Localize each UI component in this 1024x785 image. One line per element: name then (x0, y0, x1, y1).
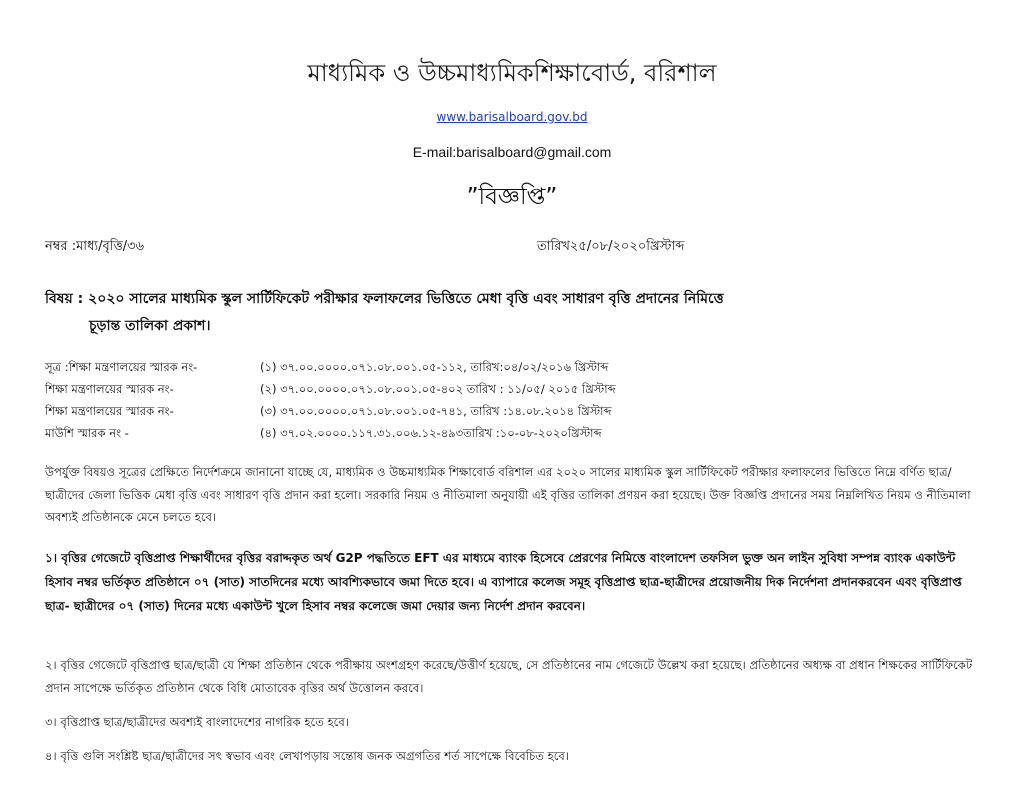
reference-value: (৪) ৩৭.০২.০০০০.১১৭.৩১.০০৬.১২-৪৯৩তারিখ :১০-০৮-২০২০খ্রিস্টাব্দ (260, 426, 602, 440)
reference-label: শিক্ষা মন্ত্রণালয়ের স্মারক নং- (45, 382, 174, 396)
rule-point-4: ৪। বৃত্তি গুলি সংশ্লিষ্ট ছাত্র/ছাত্রীদের সৎ স্বভাব এবং লেখাপড়ায় সন্তোষ জনক অগ্রগতির শর্ত সাপেক্ষে বিবেচিত হবে। (45, 749, 570, 763)
reference-row (45, 378, 616, 400)
memo-number: নম্বর :মাধ্য/বৃত্তি/৩৬ (45, 239, 145, 254)
reference-value: (৩) ৩৭.০০.০০০০.০৭১.০৮.০০১.০৫-৭৪১, তারিখ :১৪.০৮.২০১৪ খ্রিস্টাব্দ (260, 404, 612, 418)
rule-point-1: ১। বৃত্তির গেজেটে বৃত্তিপ্রাপ্ত শিক্ষার্থীদের বৃত্তির বরাদ্দকৃত অর্থ G2P পদ্ধতিতে EFT এর মাধ্যমে ব্যাংক হিসেবে প্রেরণের নিমিত্তে বাংলাদেশ তফসিল ভুক্ত অন লাইন সুবিধা সম্পন্ন ব্যাংক একাউন্ট হিসাব নম্বর ভর্তিকৃত প্রতিষ্ঠানে ০৭ (সাত) সাতদিনের মধ্যে আবশ্যিকভাবে জমা দিতে হবে। এ ব্যাপারে কলেজ সমূহ বৃত্তিপ্রাপ্ত ছাত্র-ছাত্রীদের প্রয়োজনীয় দিক নির্দেশনা প্রদানকরবেন এবং বৃত্তিপ্রাপ্ত ছাত্র- ছাত্রীদের ০৭ (সাত) দিনের মধ্যে একাউন্ট খুলে হিসাব নম্বর কলেজে জমা দেয়ার জন্য নির্দেশ প্রদান করবেন। (45, 551, 962, 613)
reference-label: শিক্ষা মন্ত্রণালয়ের স্মারক নং- (45, 404, 174, 418)
notice-date: তারিখ২৫/০৮/২০২০খ্রিস্টাব্দ (537, 239, 685, 254)
subject (45, 286, 985, 340)
reference-row (45, 356, 616, 378)
reference-label: মাউশি স্মারক নং - (45, 426, 129, 440)
subject-line-2: চূড়ান্ত তালিকা প্রকাশ। (89, 318, 211, 334)
reference-list (45, 356, 616, 444)
notice-heading: ”বিজ্ঞপ্তি” (466, 184, 558, 210)
reference-value: (২) ৩৭.০০.০০০০.০৭১.০৮.০০১.০৫-৪০২ তারিখ : ১১/০৫/ ২০১৫ খ্রিস্টাব্দ (260, 382, 616, 396)
reference-label: সূত্র :শিক্ষা মন্ত্রণালয়ের স্মারক নং- (45, 360, 198, 374)
board-title: মাধ্যমিক ও উচ্চমাধ্যমিকশিক্ষাবোর্ড, বরিশাল (307, 59, 717, 87)
reference-row (45, 422, 616, 444)
email-address: E-mail:barisalboard@gmail.com (412, 144, 612, 160)
reference-value: (১) ৩৭.০০.০০০০.০৭১.০৮.০০১.০৫-১১২, তারিখ:০৪/০২/২০১৬ খ্রিস্টাব্দ (260, 360, 609, 374)
rule-point-2: ২। বৃত্তির গেজেটে বৃত্তিপ্রাপ্ত ছাত্র/ছাত্রী যে শিক্ষা প্রতিষ্ঠান থেকে পরীক্ষায় অংশগ্রহণ করেছে/উত্তীর্ণ হয়েছে, সে প্রতিষ্ঠানের নাম গেজেটে উল্লেখ করা হয়েছে। প্রতিষ্ঠানের অধ্যক্ষ বা প্রধান শিক্ষকের সার্টিফিকেট প্রদান সাপেক্ষে ভর্তিকৃত প্রতিষ্ঠান থেকে বিধি মোতাবেক বৃত্তির অর্থ উত্তোলন করবে। (45, 658, 973, 695)
reference-row (45, 400, 616, 422)
intro-paragraph: উপর্যুক্ত বিষয়ও সূত্রের প্রেক্ষিতে নির্দেশক্রমে জানানো যাচ্ছে যে, মাধ্যমিক ও উচ্চমাধ্যমিক শিক্ষাবোর্ড বরিশাল এর ২০২০ সালের মাধ্যমিক স্কুল সার্টিফিকেট পরীক্ষার ফলাফলের ভিত্তিতে নিম্নে বর্ণিত ছাত্র/ছাত্রীদের জেলা ভিত্তিক মেধা বৃত্তি এবং সাধারণ বৃত্তি প্রদান করা হলো। সরকারি নিয়ম ও নীতিমালা অনুযায়ী এই বৃত্তির তালিকা প্রণয়ন করা হয়েছে। উক্ত বিজ্ঞপ্তি প্রদানের সময় নিম্নলিখিত নিয়ম ও নীতিমালা অবশ্যই প্রতিষ্ঠানকে মেনে চলতে হবে। (45, 465, 971, 524)
rule-point-3: ৩। বৃত্তিপ্রাপ্ত ছাত্র/ছাত্রীদের অবশ্যই বাংলাদেশের নাগরিক হতে হবে। (45, 715, 349, 729)
website-link[interactable]: www.barisalboard.gov.bd (436, 110, 588, 124)
subject-line-1: বিষয় : ২০২০ সালের মাধ্যমিক স্কুল সার্টিফিকেট পরীক্ষার ফলাফলের ভিত্তিতে মেধা বৃত্তি এবং সাধারণ বৃত্তি প্রদানের নিমিত্তে (45, 291, 724, 307)
